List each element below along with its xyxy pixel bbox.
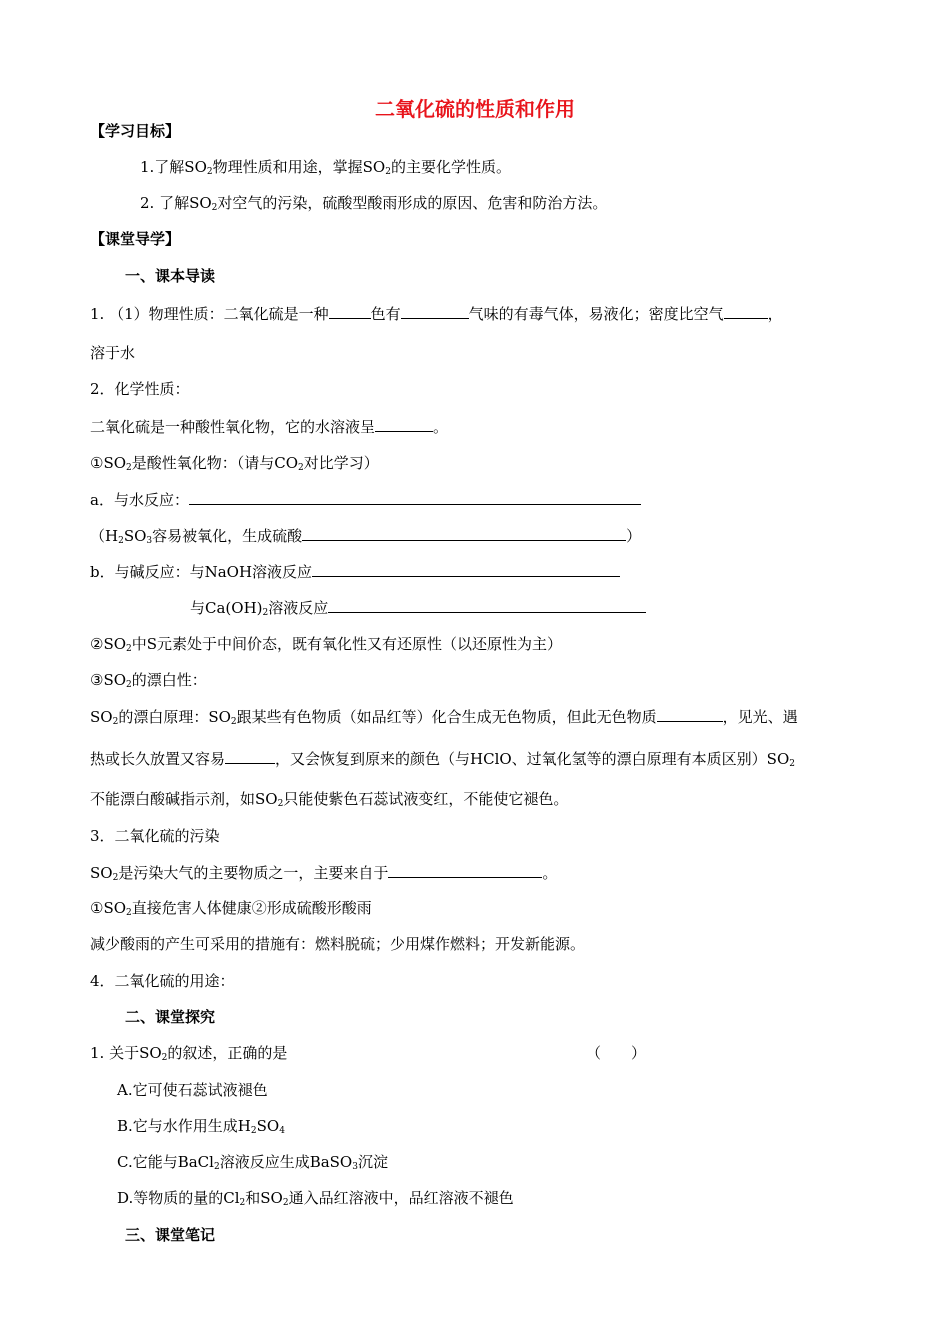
page-title: 二氧化硫的性质和作用 xyxy=(375,97,575,121)
option-c: C.它能与BaCl$_2$溶液反应生成BaSO$_3$沉淀 xyxy=(117,1153,388,1172)
option-d: D.等物质的量的$Cl_2$和$SO_2$通入品红溶液中，品红溶液不褪色 xyxy=(117,1189,514,1208)
pollution-source-line: $SO_2$是污染大气的主要物质之一，主要来自于 。 xyxy=(90,864,558,883)
redox-line: $②SO_2$中S元素处于中间价态，既有氧化性又有还原性（以还原性为主） xyxy=(90,635,563,654)
question-1: 1. （1）物理性质：二氧化硫是一种 色有 气味的有毒气体，易液化；密度比空气 ， xyxy=(90,305,783,323)
section-goals-heading: 【学习目标】 xyxy=(90,122,181,140)
blank-density[interactable] xyxy=(724,303,768,319)
blank-acidity[interactable] xyxy=(375,416,433,432)
part-3-heading: 三、课堂笔记 xyxy=(125,1226,216,1244)
reduce-acid-rain-line: 减少酸雨的产生可采用的措施有：燃料脱硫；少用煤作燃料；开发新能源。 xyxy=(90,935,586,953)
acidity-line: 二氧化硫是一种酸性氧化物，它的水溶液呈 。 xyxy=(90,418,449,436)
blank-decompose[interactable] xyxy=(225,748,275,764)
question-4: 4．二氧化硫的用途： xyxy=(90,972,235,990)
acidic-oxide-line: $①SO_2$是酸性氧化物：（请与$CO_2$对比学习） xyxy=(90,454,379,473)
blank-naoh-reaction[interactable] xyxy=(312,561,620,577)
part-1-heading: 一、课本导读 xyxy=(125,267,216,285)
blank-water-reaction[interactable] xyxy=(189,489,641,505)
blank-pollution-source[interactable] xyxy=(388,862,542,878)
h2so3-oxidation-line: （$H_2SO_3$容易被氧化，生成硫酸 ） xyxy=(90,527,642,546)
water-reaction-line: a．与水反应： xyxy=(90,489,641,510)
mc-question-1: 1. 关于$SO_2$的叙述，正确的是 （ ） xyxy=(90,1044,647,1063)
base-reaction-line: b．与碱反应：与NaOH溶液反应 xyxy=(90,561,620,582)
option-b: B.它与水作用生成$H_2SO_4$ xyxy=(117,1117,285,1136)
harm-line: $①SO_2$直接危害人体健康②形成硫酸形酸雨 xyxy=(90,899,372,918)
blank-sulfuric-acid[interactable] xyxy=(302,525,626,541)
blank-color[interactable] xyxy=(329,303,371,319)
question-1-continuation: 溶于水 xyxy=(90,344,136,362)
blank-caoh2-reaction[interactable] xyxy=(328,597,646,613)
caoh2-reaction-line: 与$Ca(OH)_2$溶液反应 xyxy=(190,597,646,618)
bleach-principle-line-1: $SO_2$的漂白原理：$SO_2$跟某些有色物质（如品红等）化合生成无色物质，但此无色物质 ，见光、遇 xyxy=(90,708,798,727)
part-2-heading: 二、课堂探究 xyxy=(125,1008,216,1026)
question-3: 3．二氧化硫的污染 xyxy=(90,827,220,845)
answer-parentheses[interactable]: （ ） xyxy=(586,1044,647,1062)
blank-colorless-stability[interactable] xyxy=(657,706,723,722)
question-2: 2．化学性质： xyxy=(90,380,190,398)
blank-odor[interactable] xyxy=(401,303,469,319)
bleach-principle-line-2: 热或长久放置又容易 ，又会恢复到原来的颜色（与HClO、过氧化氢等的漂白原理有本质区别）$SO_2$ xyxy=(90,750,795,769)
goal-2: 2. 了解$SO_2$对空气的污染，硫酸型酸雨形成的原因、危害和防治方法。 xyxy=(140,194,608,213)
goal-1: 1.了解$SO_2$物理性质和用途，掌握$SO_2$的主要化学性质。 xyxy=(140,158,511,177)
bleach-principle-line-3: 不能漂白酸碱指示剂，如$SO_2$只能使紫色石蕊试液变红，不能使它褪色。 xyxy=(90,790,569,809)
option-a: A.它可使石蕊试液褪色 xyxy=(117,1081,268,1099)
bleach-heading: $③SO_2$的漂白性： xyxy=(90,671,207,690)
section-guide-heading: 【课堂导学】 xyxy=(90,230,181,248)
